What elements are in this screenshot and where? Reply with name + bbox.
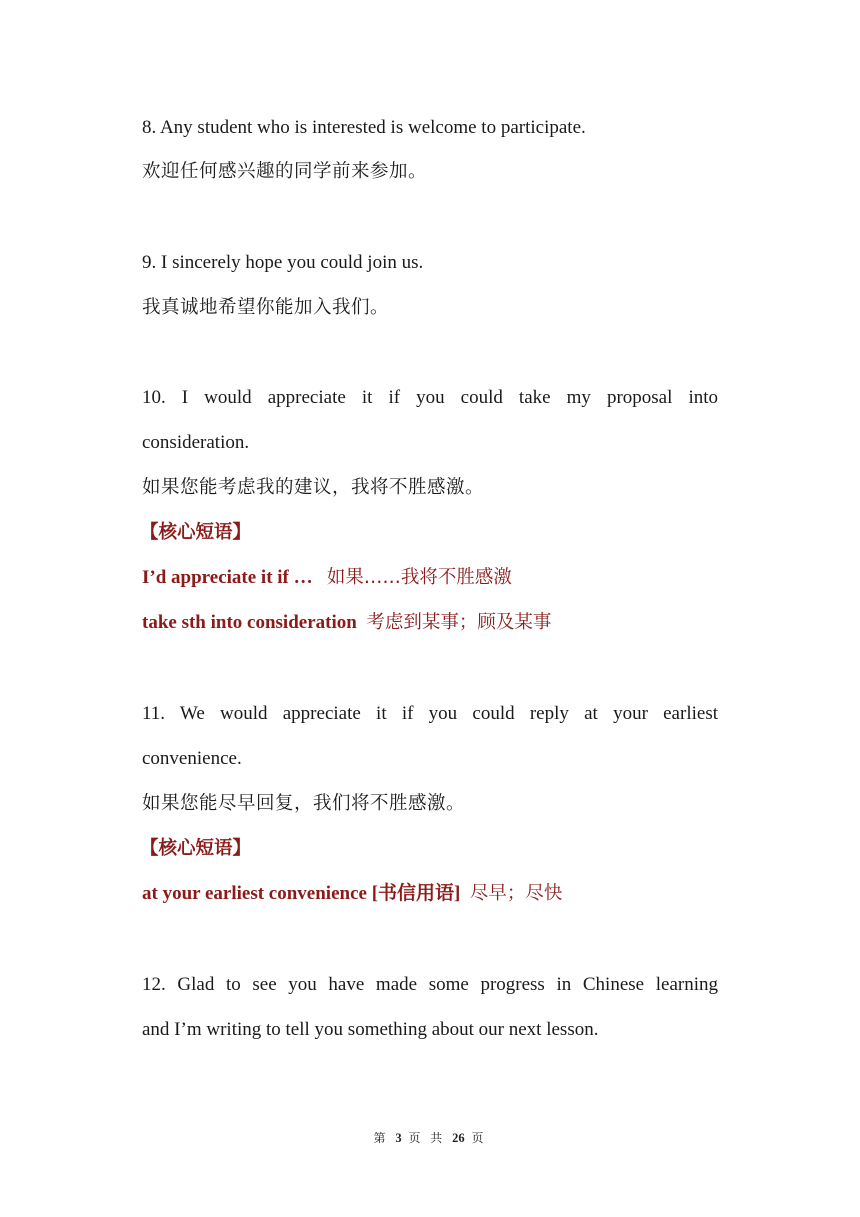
- footer-suffix: 页: [471, 1131, 487, 1145]
- sentence-10-chinese: 如果您能考虑我的建议，我将不胜感激。: [142, 477, 485, 498]
- phrase-english: I’d appreciate it if …: [142, 567, 313, 588]
- core-phrases-heading-11: 【核心短语】: [140, 838, 252, 859]
- sentence-9-chinese: 我真诚地希望你能加入我们。: [142, 297, 390, 318]
- sentence-10-english-line-1: 10. I would appreciate it if you could take my proposal into: [142, 387, 718, 408]
- phrase-take-into-consideration: [142, 611, 551, 635]
- current-page-number: 3: [395, 1131, 402, 1145]
- footer-middle: 页 共: [408, 1131, 446, 1145]
- phrase-earliest-convenience: [142, 882, 562, 906]
- sentence-8-english: 8. Any student who is interested is welcome to participate.: [142, 117, 586, 138]
- page-footer: [0, 1129, 860, 1146]
- phrase-english: take sth into consideration: [142, 612, 357, 633]
- sentence-10-english-line-2: consideration.: [142, 432, 250, 453]
- sentence-8-chinese: 欢迎任何感兴趣的同学前来参加。: [142, 161, 428, 182]
- total-page-count: 26: [452, 1131, 465, 1145]
- sentence-9-english: 9. I sincerely hope you could join us.: [142, 252, 424, 273]
- footer-prefix: 第: [373, 1131, 389, 1145]
- core-phrases-heading-10: 【核心短语】: [140, 522, 252, 543]
- sentence-12-english-line-1: 12. Glad to see you have made some progress in Chinese learning: [142, 974, 718, 995]
- sentence-11-english-line-1: 11. We would appreciate it if you could reply at your earliest: [142, 703, 718, 724]
- sentence-11-english-line-2: convenience.: [142, 748, 242, 769]
- phrase-english: at your earliest convenience [书信用语]: [142, 883, 461, 904]
- sentence-11-chinese: 如果您能尽早回复，我们将不胜感激。: [142, 793, 466, 814]
- phrase-chinese: 尽早；尽快: [469, 883, 563, 904]
- phrase-chinese: 如果……我将不胜感激: [326, 567, 512, 588]
- sentence-12-english-line-2: and I’m writing to tell you something about our next lesson.: [142, 1019, 599, 1040]
- phrase-chinese: 考虑到某事；顾及某事: [366, 612, 552, 633]
- phrase-appreciate-it-if: [142, 566, 512, 590]
